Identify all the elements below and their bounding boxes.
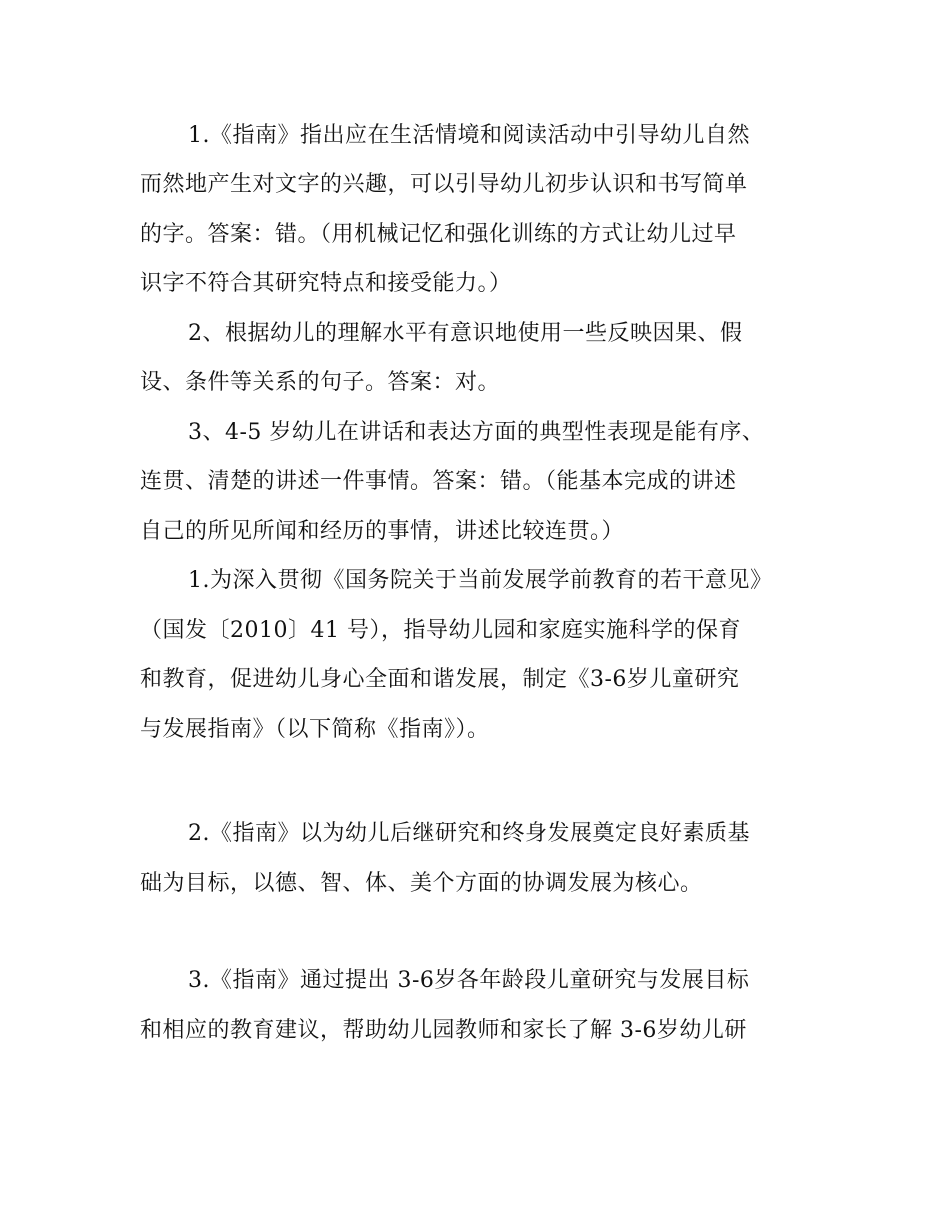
text-line: 自己的所见所闻和经历的事情，讲述比较连贯。）	[140, 519, 625, 544]
text-line: 而然地产生对文字的兴趣，可以引导幼儿初步认识和书写简单	[140, 172, 748, 197]
text-line: 3.《指南》通过提出 3-6岁各年龄段儿童研究与发展目标	[188, 968, 750, 993]
text-line: 础为目标，以德、智、体、美个方面的协调发展为核心。	[140, 871, 703, 896]
text-line: （国发〔2010〕41 号），指导幼儿园和家庭实施科学的保育	[140, 618, 741, 643]
text-line: 与发展指南》（以下简称《指南》）。	[140, 717, 490, 742]
text-line: 识字不符合其研究特点和接受能力。）	[140, 271, 512, 296]
text-line: 2、根据幼儿的理解水平有意识地使用一些反映因果、假	[188, 321, 743, 346]
text-line: 设、条件等关系的句子。答案：对。	[140, 370, 501, 395]
text-line: 2.《指南》以为幼儿后继研究和终身发展奠定良好素质基	[188, 821, 750, 846]
text-line: 连贯、清楚的讲述一件事情。答案：错。（能基本完成的讲述	[140, 469, 737, 494]
text-line: 1.《指南》指出应在生活情境和阅读活动中引导幼儿自然	[188, 123, 750, 148]
text-line: 1.为深入贯彻《国务院关于当前发展学前教育的若干意见》	[188, 568, 773, 593]
text-line: 和相应的教育建议，帮助幼儿园教师和家长了解 3-6岁幼儿研	[140, 1018, 747, 1043]
text-line: 和教育，促进幼儿身心全面和谐发展，制定《3-6岁儿童研究	[140, 667, 740, 692]
text-line: 3、4-5 岁幼儿在讲话和表达方面的典型性表现是能有序、	[188, 420, 765, 445]
text-line: 的字。答案：错。（用机械记忆和强化训练的方式让幼儿过早	[140, 222, 737, 247]
